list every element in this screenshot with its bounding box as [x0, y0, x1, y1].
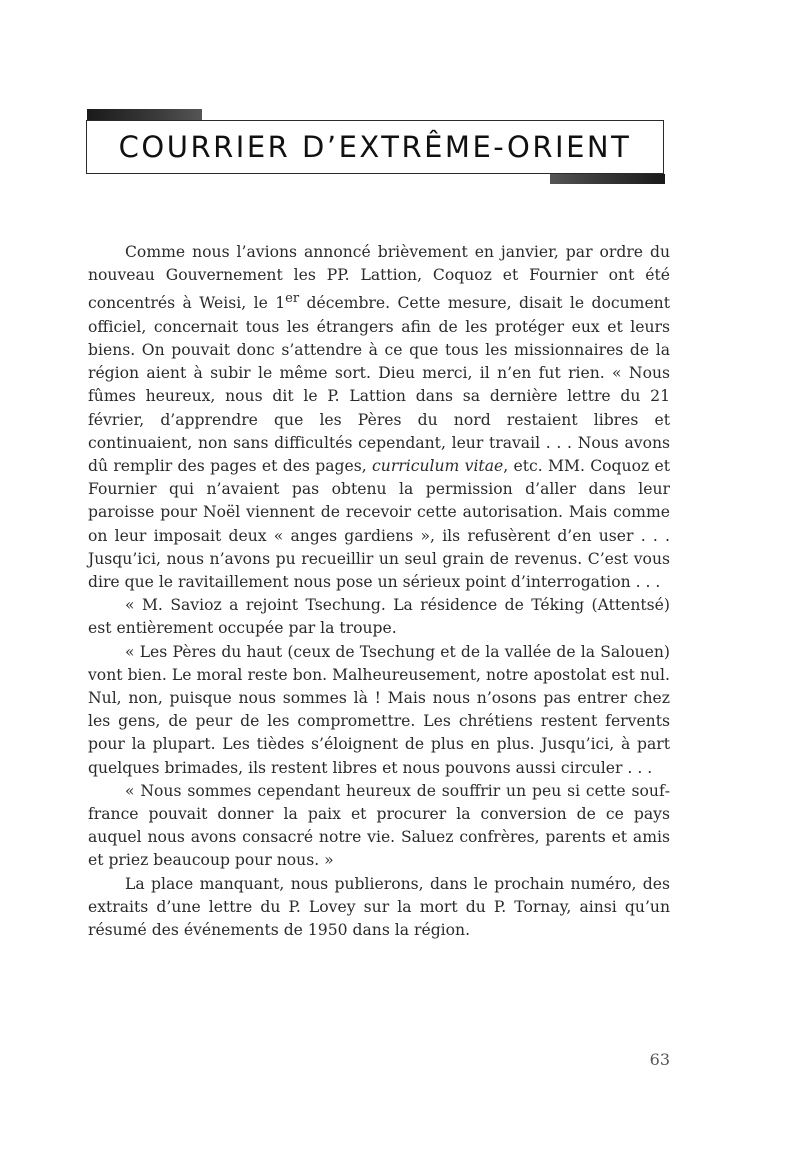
- title-decorative-bar-top: [87, 109, 202, 120]
- paragraph-1: [88, 241, 670, 594]
- title-decorative-bar-bottom: [550, 174, 665, 184]
- page-number: 63: [649, 1050, 670, 1069]
- paragraph-1-text-c: , etc. MM. Coquoz et Fournier qui n’avaient pas obtenu la permission d’aller dans leur paroisse pour Noël viennent de recevoir cette autorisation. Mais comme on leur imposait deux « anges gardiens », ils refusèrent d’en user . . . Jusqu’ici, nous n’avons pu recueillir un seul grain de revenus. C’est vous dire que le ravitaillement nous pose un sérieux point d’interrogation . . .: [88, 457, 671, 592]
- superscript-er: er: [285, 291, 300, 307]
- article-body: [88, 241, 670, 942]
- paragraph-4: « Nous sommes cependant heureux de souffrir un peu si cette souffrance pouvait donner la paix et procurer la conversion de ce pays auquel nous avons consacré notre vie. Saluez confrères, parents et amis et priez beaucoup pour nous. »: [88, 781, 670, 870]
- italic-term: curriculum vitae: [372, 457, 504, 476]
- title-box: [86, 120, 664, 174]
- paragraph-1-text-a: Comme nous l’avions annoncé brièvement en janvier, par ordre du nouveau Gouvernement les PP. Lattion, Coquoz et Fournier ont été concentrés à Weisi, le 1: [88, 243, 670, 313]
- title-block: [0, 0, 800, 200]
- paragraph-5: La place manquant, nous publierons, dans le prochain numéro, des extraits d’une lettre du P. Lovey sur la mort du P. Tornay, ainsi qu’un résumé des événements de 1950 dans la région.: [88, 874, 670, 940]
- paragraph-3: « Les Pères du haut (ceux de Tsechung et de la vallée de la Salouen) vont bien. Le moral reste bon. Malheureusement, notre apostolat est nul. Nul, non, puisque nous sommes là ! Mais nous n’osons pas entrer chez les gens, de peur de les compromettre. Les chrétiens restent fervents pour la plupart. Les tièdes s’éloignent de plus en plus. Jusqu’ici, à part quelques brimades, ils restent libres et nous pouvons aussi circuler . . .: [88, 642, 670, 777]
- paragraph-2: « M. Savioz a rejoint Tsechung. La résidence de Téking (Attentsé) est entièrement occupée par la troupe.: [88, 596, 670, 638]
- page-title: COURRIER D’EXTRÊME-ORIENT: [118, 130, 632, 164]
- paragraph-1-text-b: décembre. Cette mesure, disait le document officiel, concernait tous les étrangers afin de les protéger eux et leurs biens. On pouvait donc s’attendre à ce que tous les missionnaires de la région aient à subir le même sort. Dieu merci, il n’en fut rien. « Nous fûmes heureux, nous dit le P. Lattion dans sa dernière lettre du 21 février, d’apprendre que les Pères du nord restaient libres et continuaient, non sans difficultés cependant, leur travail . . . Nous avons dû remplir des pages et des pages,: [88, 294, 670, 476]
